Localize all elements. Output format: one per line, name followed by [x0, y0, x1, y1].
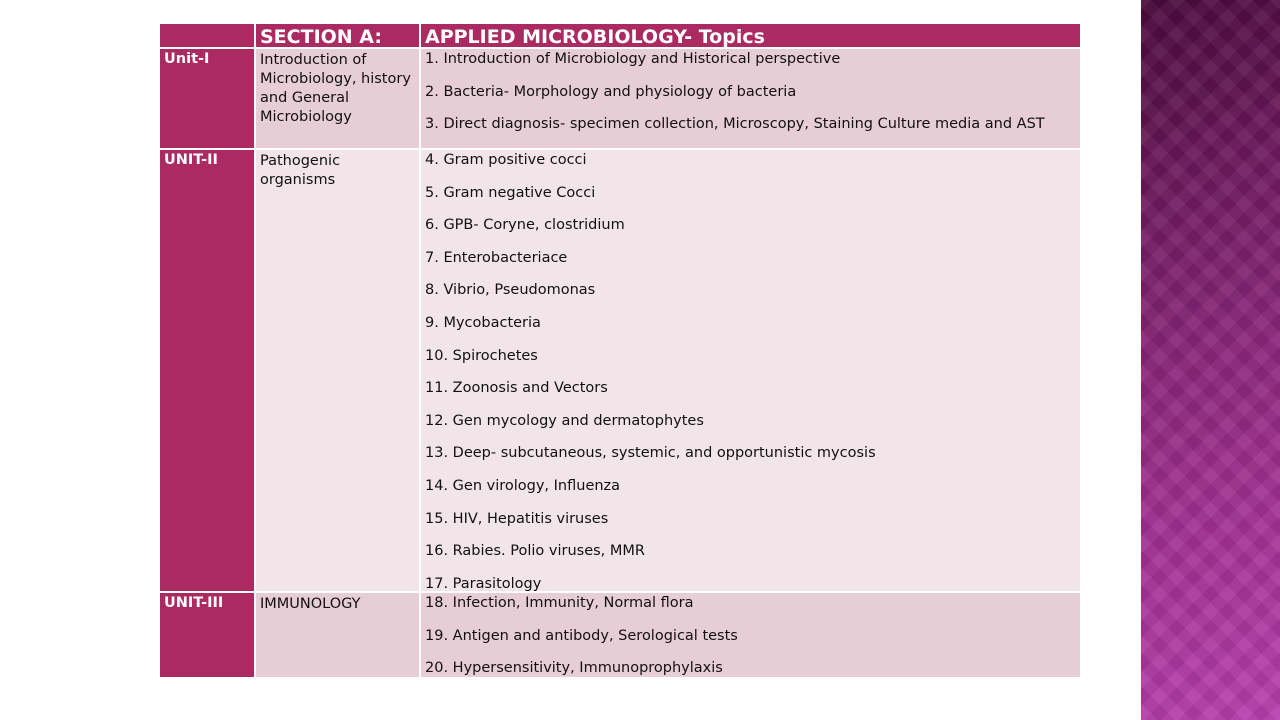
header-cell-unit [160, 24, 256, 47]
unit-label: UNIT-III [160, 593, 256, 677]
header-cell-title: APPLIED MICROBIOLOGY- Topics [425, 26, 765, 48]
unit-description: Pathogenic organisms [256, 150, 421, 591]
topic-item: 20. Hypersensitivity, Immunoprophylaxis [425, 660, 723, 677]
topic-item: 18. Infection, Immunity, Normal flora [425, 595, 694, 611]
topic-item: 3. Direct diagnosis- specimen collection, Microscopy, Staining Culture media and AST [425, 116, 1045, 133]
table-row-unit-2 [160, 150, 1080, 593]
topic-item: 14. Gen virology, Influenza [425, 477, 621, 494]
unit-label: Unit-I [160, 49, 256, 148]
topic-item: 17. Parasitology [425, 575, 542, 592]
topic-item: 12. Gen mycology and dermatophytes [425, 412, 704, 429]
topic-list [421, 150, 1080, 591]
topics-table [160, 24, 1080, 677]
topic-item: 6. GPB- Coryne, clostridium [425, 217, 625, 234]
table-row-unit-1 [160, 49, 1080, 150]
topic-item: 16. Rabies. Polio viruses, MMR [425, 543, 645, 560]
topic-list [421, 49, 1080, 148]
table-row-unit-3 [160, 593, 1080, 677]
unit-description: IMMUNOLOGY [256, 593, 421, 677]
topic-item: 8. Vibrio, Pseudomonas [425, 282, 596, 299]
topic-list [421, 593, 1080, 677]
topic-item: 19. Antigen and antibody, Serological tests [425, 627, 738, 644]
unit-label: UNIT-II [160, 150, 256, 591]
topic-item: 7. Enterobacteriace [425, 249, 568, 266]
topic-item: 13. Deep- subcutaneous, systemic, and opportunistic mycosis [425, 445, 876, 462]
decorative-side-panel [1141, 0, 1280, 720]
topic-item: 15. HIV, Hepatitis viruses [425, 510, 609, 527]
topic-item: 2. Bacteria- Morphology and physiology of bacteria [425, 83, 797, 100]
header-cell-section: SECTION A: [256, 24, 421, 47]
topic-item: 1. Introduction of Microbiology and Historical perspective [425, 51, 841, 67]
topic-item: 11. Zoonosis and Vectors [425, 380, 608, 397]
table-header-row [160, 24, 1080, 49]
topic-item: 4. Gram positive cocci [425, 152, 587, 168]
topic-item: 10. Spirochetes [425, 347, 538, 364]
unit-description: Introduction of Microbiology, history and General Microbiology [256, 49, 421, 148]
topic-item: 5. Gram negative Cocci [425, 184, 596, 201]
topic-item: 9. Mycobacteria [425, 314, 541, 331]
